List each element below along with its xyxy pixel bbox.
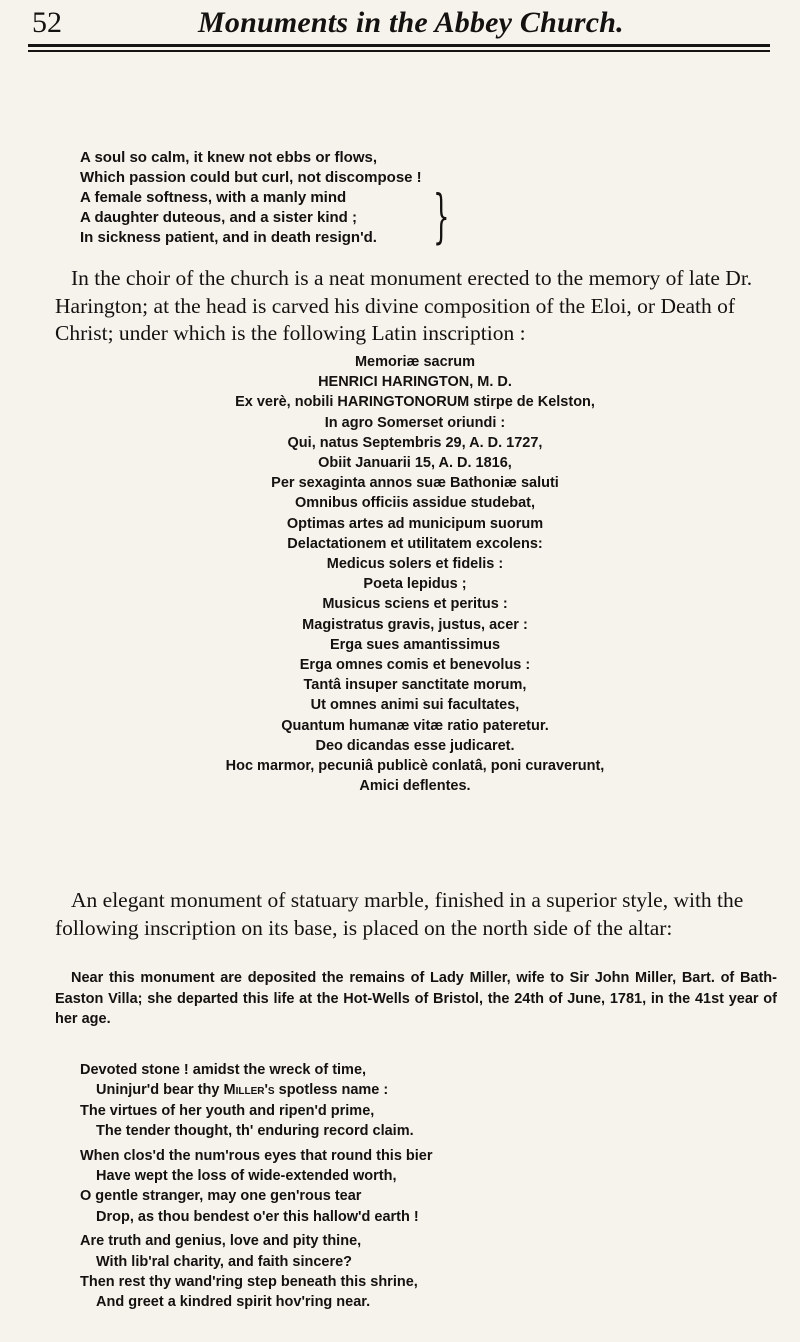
inscription-line: Tantâ insuper sanctitate morum, xyxy=(303,677,527,694)
latin-inscription xyxy=(55,352,775,796)
poem-line: Then rest thy wand'ring step beneath this shrine, xyxy=(80,1274,418,1291)
inscription-line: Erga sues amantissimus xyxy=(329,636,501,653)
epitaph-line: A soul so calm, it knew not ebbs or flows, xyxy=(80,149,377,166)
harington-text: In the choir of the church is a neat monument erected to the memory of late Dr. Harington; at the head is carved his divine composition of the Eloi, or Death of Christ; under which is the following Latin inscription : xyxy=(55,266,753,345)
poem-line: Drop, as thou bendest o'er this hallow'd earth ! xyxy=(96,1208,419,1225)
poem-stanza-2 xyxy=(80,1146,720,1228)
inscription-line: Deo dicandas esse judicaret. xyxy=(315,737,515,754)
inscription-line: Ut omnes animi sui facultates, xyxy=(310,697,520,714)
poem-stanza-3 xyxy=(80,1231,720,1313)
miller-inscription-prose xyxy=(55,968,777,1030)
page-header xyxy=(28,6,770,46)
inscription-line: Medicus solers et fidelis : xyxy=(326,556,504,573)
poem-line: And greet a kindred spirit hov'ring near. xyxy=(96,1294,371,1311)
inscription-line: Magistratus gravis, justus, acer : xyxy=(302,616,528,633)
miller-poem xyxy=(80,1060,720,1317)
inscription-line: Obiit Januarii 15, A. D. 1816, xyxy=(318,455,512,472)
poem-line: When clos'd the num'rous eyes that round this bier xyxy=(80,1147,433,1164)
inscription-line: Erga omnes comis et benevolus : xyxy=(299,657,531,674)
epitaph-line: Which passion could but curl, not discompose ! xyxy=(80,169,422,186)
poem-line: Devoted stone ! amidst the wreck of time, xyxy=(80,1062,367,1078)
poem-line: The tender thought, th' enduring record claim. xyxy=(96,1123,414,1140)
inscription-line: Optimas artes ad municipum suorum xyxy=(286,515,544,532)
inscription-line: Quantum humanæ vitæ ratio pateretur. xyxy=(281,717,549,734)
epitaph-line: A daughter duteous, and a sister kind ; xyxy=(80,209,357,226)
inscription-line: Qui, natus Septembris 29, A. D. 1727, xyxy=(287,434,543,451)
inscription-line: Hoc marmor, pecuniâ publicè conlatâ, poni curaverunt, xyxy=(225,758,605,775)
harington-paragraph xyxy=(55,265,775,348)
epitaph-line: A female softness, with a manly mind xyxy=(80,189,347,206)
inscription-line: Per sexaginta annos suæ Bathoniæ saluti xyxy=(271,475,559,492)
poem-line: With lib'ral charity, and faith sincere? xyxy=(96,1253,353,1270)
inscription-line: In agro Somerset oriundi : xyxy=(324,414,506,431)
inscription-line: Amici deflentes. xyxy=(359,778,471,795)
poem-line: The virtues of her youth and ripen'd prime, xyxy=(80,1102,375,1119)
inscription-line: Musicus sciens et peritus : xyxy=(322,596,508,613)
inscription-line: Delactationem et utilitatem excolens: xyxy=(287,535,543,552)
inscription-line: HENRICI HARINGTON, M. D. xyxy=(318,374,512,391)
poem-line: O gentle stranger, may one gen'rous tear xyxy=(80,1188,362,1205)
poem-line-end: spotless name : xyxy=(274,1082,389,1099)
page-number: 52 xyxy=(32,6,62,39)
inscription-line: Memoriæ sacrum xyxy=(354,354,476,370)
poem-line-start: Uninjur'd bear thy xyxy=(96,1082,224,1099)
epitaph-verse xyxy=(80,148,600,248)
miller-paragraph xyxy=(55,887,775,942)
near-text: Near this monument are deposited the remains of Lady Miller, wife to Sir John Miller, Bart. of Bath-Easton Villa; she departed this life at the Hot-Wells of Bristol, the 24th of June, 1781, in the 41st year of her age. xyxy=(55,970,777,1027)
miller-name: Miller's xyxy=(223,1082,275,1099)
inscription-line: Omnibus officiis assidue studebat, xyxy=(294,495,536,512)
header-rule-thin xyxy=(28,50,770,52)
inscription-line: Ex verè, nobili HARINGTONORUM stirpe de Kelston, xyxy=(235,394,595,411)
poem-line: Are truth and genius, love and pity thine, xyxy=(80,1233,362,1250)
epitaph-line: In sickness patient, and in death resign'd. xyxy=(80,229,377,246)
miller-text: An elegant monument of statuary marble, finished in a superior style, with the following inscription on its base, is placed on the north side of the altar: xyxy=(55,888,744,940)
poem-line: Have wept the loss of wide-extended worth, xyxy=(96,1168,397,1185)
poem-stanza-1 xyxy=(80,1060,720,1142)
inscription-line: Poeta lepidus ; xyxy=(363,576,467,593)
triplet-brace: } xyxy=(433,182,450,250)
header-rule-thick xyxy=(28,44,770,47)
poem-line xyxy=(80,1080,720,1100)
running-title: Monuments in the Abbey Church. xyxy=(198,6,624,39)
